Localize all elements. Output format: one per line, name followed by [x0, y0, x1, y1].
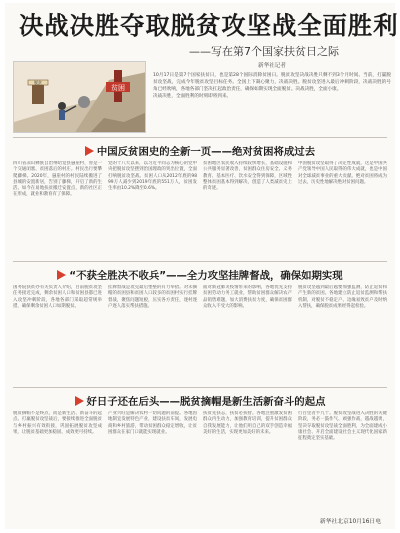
section-3-title-text: 好日子还在后头——脱贫摘帽是新生活新奋斗的起点 [86, 396, 326, 408]
divider [13, 261, 387, 262]
footer-credit: 新华社北京10月16日电 [319, 519, 381, 525]
section-arrow-icon [75, 396, 84, 406]
section-2-title [5, 267, 395, 282]
section-1-column: 四川省凉山彝族自治州昭觉县悬崖村，曾是一个交通闭塞、贫困落后的村庄。村民出行要攀爬藤梯。2020年，悬崖村的村民陆续搬进了县城的安置新居，告别了藤梯，开启了新的生活。如今在易地扶贫搬迁安置点，新的社区正在形成，就业和教育有了保障。 [13, 161, 102, 198]
section-2-column: 国务院扶贫办有关负责人介绍，目前脱贫攻坚任务接近完成，剩余贫困人口和贫困县都已进入攻坚冲刺阶段，各地各部门采取超常规举措，确保剩余贫困人口如期脱贫。 [13, 285, 102, 309]
section-3-title [5, 393, 395, 408]
section-2-body [13, 285, 387, 369]
section-1-column: 中国脱贫攻坚取得了决定性成就，这是中国共产党领导中国人民取得的伟大成就，也是中国对全球减贫事业的重大贡献。绝对贫困将成为过去，历史性地解决绝对贫困问题。 [298, 161, 387, 185]
section-1-title [5, 143, 395, 158]
section-3-body [13, 411, 387, 515]
sign-right-label: 贫困 [111, 84, 125, 92]
headline: 决战决胜夺取脱贫攻坚战全面胜利 [19, 11, 399, 40]
byline: 新华社记者 [258, 63, 286, 69]
section-3-column: 扶贫先扶志，扶贫必扶智。各地注重激发贫困群众内生动力，加强教育培训，提升贫困群众自我发展能力，让他们用自己的双手创造幸福美好的生活，实现更加美好的未来。 [203, 411, 292, 435]
subtitle: ——写在第7个国家扶贫日之际 [189, 45, 339, 58]
lead-text: 10月17日是第7个国家扶贫日，也是第28个国际消除贫困日。脱贫攻坚决战决胜只剩不到3个月时间。当前，打赢脱贫攻坚战，完成今年脱贫攻坚目标任务。全国上下凝心聚力，决战决胜。脱贫攻坚进入最后冲刺阶段，决战决胜的号角已经吹响，各地各部门坚决扛起政治责任，确保如期实现全面脱贫。决战决胜，全面小康。 [153, 73, 391, 92]
section-3-column: 产业兴旺是解决农村一切问题的前提。各地因地制宜发展特色产业，建设扶贫车间，发展电商和乡村旅游，带动贫困群众稳定增收，让贫困群众在家门口就能实现就业。 [108, 411, 197, 435]
section-1-title-text: 中国反贫困史的全新一页——绝对贫困将成过去 [96, 146, 316, 158]
section-1-column: 贫困地区农民收入持续较快增长，基础设施和公共服务显著改善，贫困群众住房安全、义务教育、基本医疗、饮水安全得到保障，区域性整体贫困基本得到解决，创造了人类减贫史上的奇迹。 [203, 161, 292, 192]
divider [13, 137, 387, 138]
divider [13, 387, 387, 388]
section-1-body [13, 161, 387, 241]
section-3-column: 行百里者半九十。脱贫攻坚战进入决胜的关键阶段，务必一鼓作气、顽强作战，越战越勇，坚决夺取脱贫攻坚战全面胜利，为全面建成小康社会、开启全面建设社会主义现代化国家新征程奠定坚实基础。 [298, 411, 387, 442]
section-3-column: 脱贫摘帽不是终点，而是新生活、新奋斗的起点。打赢脱贫攻坚战后，要接续推进全面脱贫与乡村振兴有效衔接，巩固拓展脱贫攻坚成果，让脱贫基础更加稳固、成效更可持续。 [13, 411, 102, 435]
section-2-column: 脱贫攻坚越到最后越要加强监测，防止返贫和产生新的贫困。各地建立防止返贫监测和帮扶机制，对脱贫不稳定户、边缘易致贫户及时纳入帮扶，确保脱贫成果经得起检验。 [298, 285, 387, 309]
section-arrow-icon [85, 146, 94, 156]
lead-block [153, 61, 391, 101]
section-2-column: 挂牌督战是攻克最后堡垒的有力举措。对未摘帽的贫困县和贫困人口较多的贫困村实行挂牌督战，聚焦问题短板，压实各方责任，逐村逐户逐人落实帮扶措施。 [108, 285, 197, 309]
cartoon-drawing [14, 62, 146, 133]
section-1-column: 党的十八大以来，以习近平同志为核心的党中央把脱贫攻坚摆到治国理政的突出位置，全面打响脱贫攻坚战。贫困人口从2012年底的9899万人减少到2019年底的551万人，贫困发生率由10.2%降至0.6%。 [108, 161, 197, 192]
section-arrow-icon [57, 270, 66, 280]
lead-closing: 决战决胜，全面胜利的时刻即将到来。 [153, 93, 232, 99]
sign-left-label: 脱贫 [34, 80, 42, 85]
illustration-cartoon [13, 61, 146, 133]
section-2-column: 面对新冠肺炎疫情带来的影响，各地优先支持贫困劳动力务工就业，帮助贫困群众解决农产品销售难题，加大消费扶贫力度，确保贫困群众收入不受大的影响。 [203, 285, 292, 309]
section-2-title-text: “不获全胜决不收兵”——全力攻坚挂牌督战，确保如期实现 [69, 270, 343, 282]
newspaper-page [5, 3, 399, 529]
